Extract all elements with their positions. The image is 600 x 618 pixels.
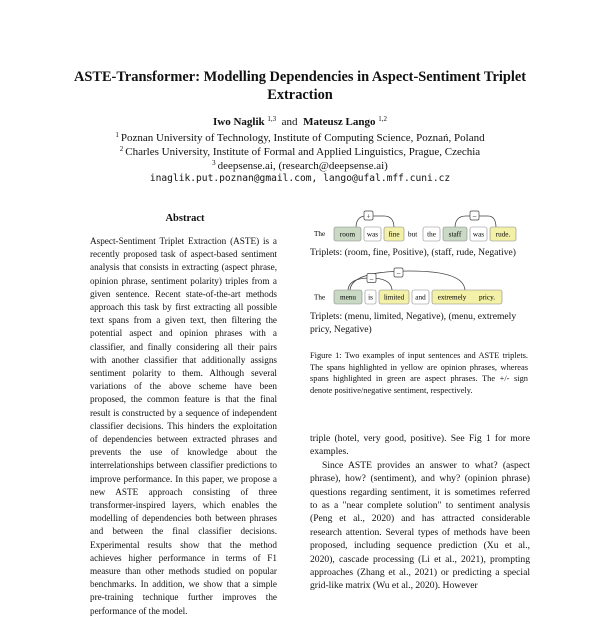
paragraph: triple (hotel, very good, positive). See Fig 1 for more examples.	[310, 433, 530, 458]
token: The	[314, 293, 326, 302]
affiliation-text: deepsense.ai, (research@deepsense.ai)	[217, 160, 388, 172]
affiliation-line	[0, 157, 600, 173]
sentiment-sign: +	[366, 212, 371, 221]
author-affiliation-marks: 1,2	[378, 115, 387, 123]
author-affiliation-marks: 1,3	[267, 115, 277, 123]
affiliation-text: Charles University, Institute of Formal and Applied Linguistics, Prague, Czechia	[125, 146, 481, 158]
token: and	[415, 293, 426, 302]
token: is	[368, 293, 373, 302]
affiliation-mark: 3	[212, 159, 216, 167]
token: was	[366, 230, 379, 239]
figure-example-2	[310, 268, 530, 308]
affiliation-mark: 2	[119, 145, 124, 153]
example-1-diagram	[310, 210, 530, 246]
abstract-heading: Abstract	[165, 213, 205, 224]
author-emails: inaglik.put.poznan@gmail.com, lango@ufal.mff.cuni.cz	[149, 173, 451, 184]
figure-caption: Figure 1: Two examples of input sentences and ASTE triplets. The spans highlighted in yellow are opinion phrases, whereas spans highlighted in green are aspect phrases. The +/- sign denote positive/negative sentiment, respectively.	[310, 351, 528, 396]
intro-continuation	[310, 432, 530, 600]
token: staff	[448, 230, 462, 239]
example-2-diagram	[310, 268, 530, 308]
token: pricy.	[478, 293, 496, 302]
example-1-triplets: Triplets: (room, fine, Positive), (staff, rude, Negative)	[310, 247, 516, 258]
token: was	[472, 230, 485, 239]
figure-example-1	[310, 210, 530, 246]
author-name: Mateusz Lango	[303, 116, 376, 128]
paper-title: ASTE-Transformer: Modelling Dependencies in Aspect-Sentiment Triplet Extraction	[73, 69, 527, 103]
token: limited	[383, 293, 405, 302]
sentiment-sign: –	[472, 212, 477, 221]
affiliation-text: Poznan University of Technology, Institute of Computing Science, Poznań, Poland	[120, 132, 485, 144]
token: extremely	[437, 293, 467, 302]
token: room	[339, 230, 356, 239]
author-name: Iwo Naglik	[213, 116, 265, 128]
token: rude.	[495, 230, 511, 239]
affiliation-mark: 1	[115, 131, 119, 139]
relation-arc	[356, 216, 394, 228]
sentiment-sign: –	[369, 274, 374, 283]
sentiment-sign: –	[396, 269, 401, 278]
token: but	[408, 230, 418, 239]
token: The	[314, 230, 326, 238]
author-joiner: and	[281, 116, 298, 128]
author-line	[0, 113, 600, 129]
token: the	[427, 230, 436, 239]
example-2-triplets: Triplets: (menu, limited, Negative), (menu, extremely pricy, Negative)	[310, 311, 517, 335]
token: menu	[340, 293, 356, 302]
abstract-text: Aspect-Sentiment Triplet Extraction (ASTE) is a recently proposed task of aspect-based sentiment analysis that consists in extracting (aspect phrase, opinion phrase, sentiment polarity) triples from a given sentence. Recent state-of-the-art methods approach this task by first extracting all possible text spans from a given text, then filtering the potential aspect and opinion phrases with a classifier, and finally considering all their pairs with another classifier that additionally assigns sentiment polarity to them. Although several variations of the above scheme have been proposed, the common feature is that the final result is constructed by a sequence of independent classifier decisions. This hinders the exploitation of dependencies between extracted phrases and prevents the use of knowledge about the interrelationships between classifier predictions to improve performance. In this paper, we propose a new ASTE approach consisting of three transformer-inspired layers, which enables the modelling of dependencies both between phrases and between the final classifier decisions. Experimental results show that the method achieves higher performance in terms of F1 measure than other methods studied on popular benchmarks. In addition, we show that a simple pre-training technique further improves the performance of the model.	[90, 236, 277, 616]
paragraph: Since ASTE provides an answer to what? (aspect phrase), how? (sentiment), and why? (opinion phrase) questions regarding sentiment, it is sometimes referred to as a "near complete solution" to sentiment analysis (Peng et al., 2020) and has attracted considerable research attention. Several types of methods have been proposed, including sequence prediction (Xu et al., 2020), cascade processing (Li et al., 2021), prompting approaches (Zhang et al., 2021) or predicting a special grid-like matrix (Wu et al., 2020). However	[310, 459, 530, 592]
token: fine	[388, 230, 400, 239]
